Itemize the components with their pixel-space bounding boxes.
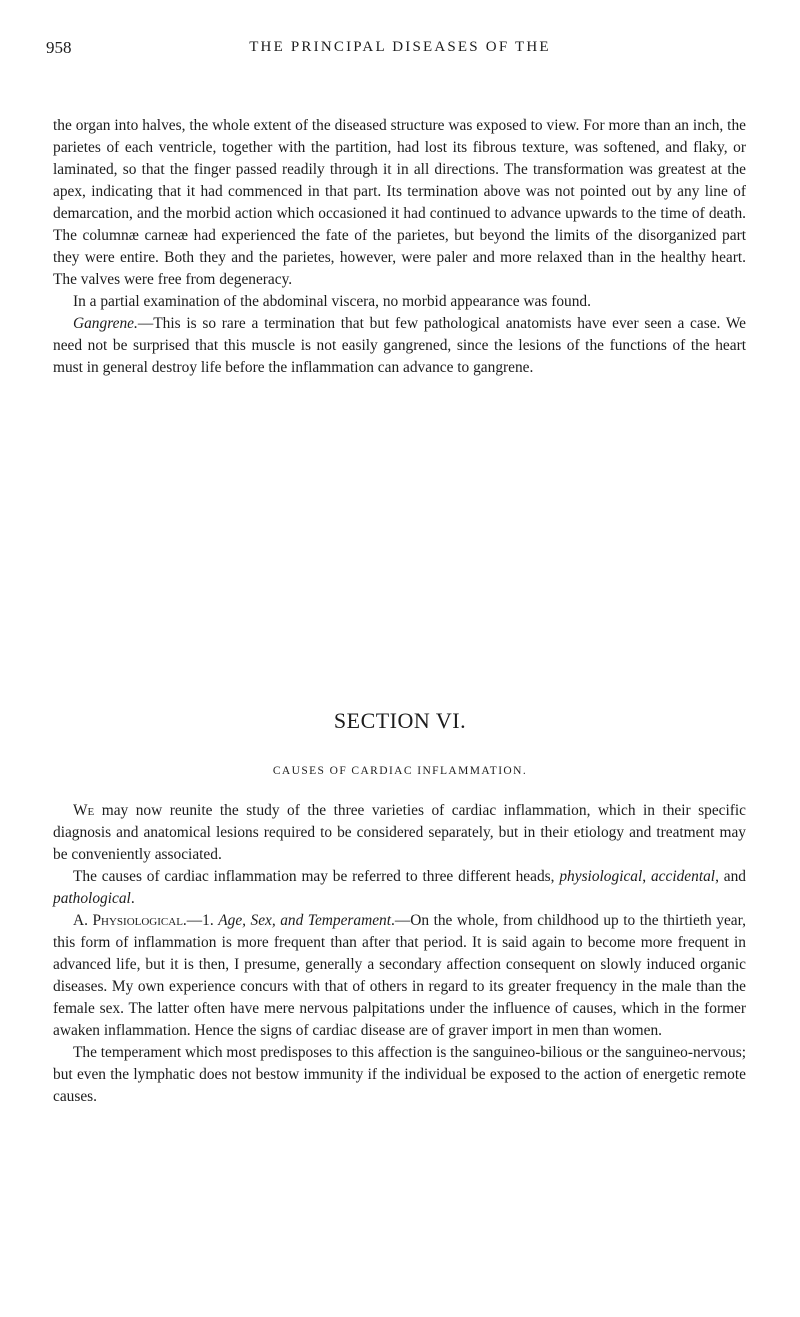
physiological-heading: Physiological <box>92 912 183 929</box>
page-header <box>46 38 754 68</box>
physiological-text: .—On the whole, from childhood up to the thirtieth year, this form of inflammation is more frequent than after that period. It is said again to become more frequent in advanced life, but it is then, I presume, generally a secondary affection consequent on slowly induced organic diseases. My own experience concurs with that of others in regard to its greater frequency in the male than the female sex. The latter often have mere nervous palpitations under the influence of causes, which in the former awaken inflammation. Hence the signs of cardiac disease are of graver import in men than women. <box>53 912 746 1039</box>
section-title: SECTION VI. <box>333 708 467 733</box>
gangrene-text: —This is so rare a termination that but few pathological anatomists have ever seen a case. We need not be surprised that this muscle is not easily gangrened, since the lesions of the functions of the heart must in general destroy life before the inflammation can advance to gangrene. <box>53 315 746 376</box>
physiological-label: A. <box>73 912 93 929</box>
causes-sep: , <box>642 868 651 885</box>
running-title: THE PRINCIPAL DISEASES OF THE <box>249 39 551 55</box>
cause-accidental: accidental <box>650 868 716 885</box>
page-number: 958 <box>46 38 72 57</box>
section-subtitle: CAUSES OF CARDIAC INFLAMMATION. <box>272 765 528 777</box>
causes-text: The causes of cardiac inflammation may be referred to three different heads, <box>73 868 560 885</box>
paragraph-temperament: The temperament which most predisposes to this affection is the sanguineo-bilious or the sanguineo-nervous; but even the lymphatic does not bestow immunity if the individual be exposed to the action of energetic remote causes. <box>53 1044 746 1105</box>
paragraph-dissection: the organ into halves, the whole extent of the diseased structure was exposed to view. For more than an inch, the parietes of each ventricle, together with the partition, had lost its fibrous texture, was softened, and flaky, or laminated, so that the finger passed readily through it in all directions. The transformation was greatest at the apex, indicating that it had commenced in that part. Its termination above was not pointed out by any line of demarcation, and the morbid action which occasioned it had continued to advance upwards to the time of death. The columnæ carneæ had experienced the fate of the parietes, but beyond the limits of the disorganized part they were entire. Both they and the parietes, however, were paler and more relaxed than in the healthy heart. The valves were free from degeneracy. <box>53 117 746 288</box>
cause-physiological: physiological <box>559 868 643 885</box>
paragraph-gangrene <box>53 313 746 379</box>
gangrene-heading: Gangrene. <box>73 315 138 332</box>
paragraph-physiological <box>53 910 746 1042</box>
age-sex-heading: Age, Sex, and Temperament <box>218 912 392 929</box>
paragraph-intro <box>53 800 746 866</box>
causes-sep: , and <box>715 868 746 885</box>
text-block-lower <box>53 800 746 1108</box>
intro-text: may now reunite the study of the three varieties of cardiac inflammation, which in their specific diagnosis and anatomical lesions required to be considered separately, but in their etiology and treatment may be conveniently associated. <box>53 802 746 863</box>
paragraph-abdominal: In a partial examination of the abdominal viscera, no morbid appearance was found. <box>73 293 591 310</box>
cause-pathological: pathological <box>53 890 131 907</box>
physiological-number: .—1. <box>182 912 219 929</box>
intro-first-word: We <box>73 802 95 819</box>
causes-end: . <box>130 890 135 907</box>
text-block-upper <box>53 115 746 379</box>
paragraph-causes <box>53 866 746 910</box>
